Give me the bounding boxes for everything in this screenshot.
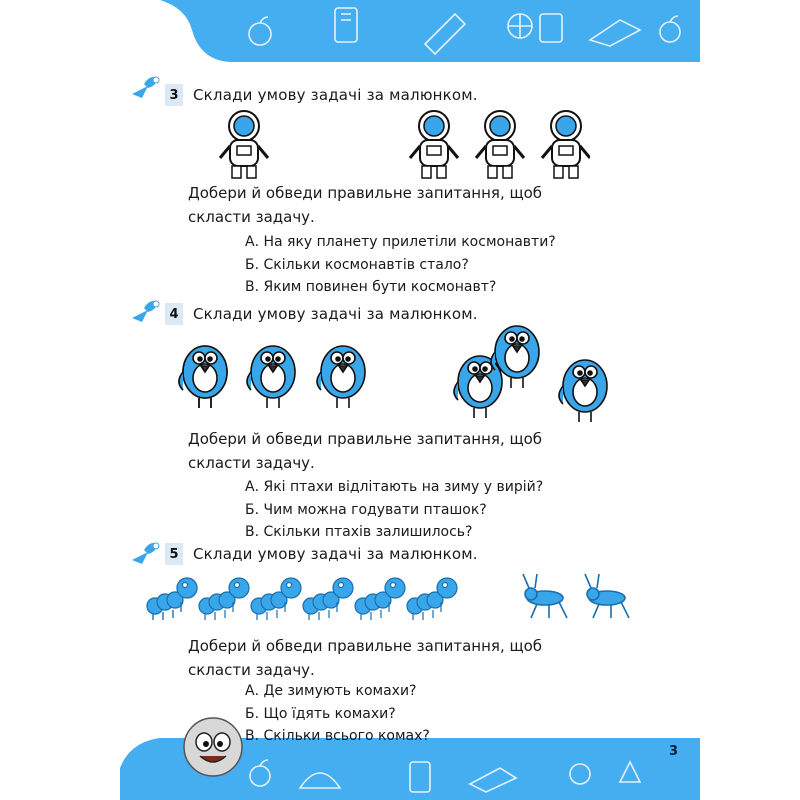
task-5-header bbox=[165, 543, 478, 565]
answer-options bbox=[245, 231, 556, 299]
option-c[interactable]: В. Яким повинен бути космонавт? bbox=[245, 279, 497, 295]
answer-options bbox=[245, 680, 430, 748]
task-number-badge: 5 bbox=[165, 543, 183, 565]
page-number: 3 bbox=[669, 744, 679, 759]
task-number-badge: 4 bbox=[165, 303, 183, 325]
option-b[interactable]: Б. Скільки космонавтів стало? bbox=[245, 256, 469, 273]
astronauts-illustration bbox=[210, 108, 590, 180]
task-marker-icon bbox=[130, 296, 166, 326]
birds-illustration bbox=[175, 322, 645, 422]
insects-illustration bbox=[145, 568, 665, 626]
task-title: Склади умову задачі за малюнком. bbox=[193, 305, 478, 323]
task-marker-icon bbox=[130, 72, 166, 102]
option-c[interactable]: В. Скільки всього комах? bbox=[245, 728, 430, 744]
task-3-header bbox=[165, 84, 478, 106]
answer-options bbox=[245, 476, 543, 544]
option-a[interactable]: А. На яку планету прилетіли космонавти? bbox=[245, 234, 556, 250]
top-decorative-band bbox=[120, 0, 700, 62]
option-b[interactable]: Б. Що їдять комахи? bbox=[245, 705, 396, 722]
option-b[interactable]: Б. Чим можна годувати пташок? bbox=[245, 501, 487, 518]
task-title: Склади умову задачі за малюнком. bbox=[193, 86, 478, 104]
option-a[interactable]: А. Де зимують комахи? bbox=[245, 683, 417, 699]
task-prompt: Добери й обведи правильне запитання, щоб скласти задачу. bbox=[188, 430, 543, 472]
task-title: Склади умову задачі за малюнком. bbox=[193, 545, 478, 563]
option-a[interactable]: А. Які птахи відлітають на зиму у вирій? bbox=[245, 479, 544, 495]
task-number-badge: 3 bbox=[165, 84, 183, 106]
smiley-face-icon bbox=[182, 716, 244, 778]
task-prompt: Добери й обведи правильне запитання, щоб скласти задачу. bbox=[188, 637, 543, 679]
task-marker-icon bbox=[130, 538, 166, 568]
option-c[interactable]: В. Скільки птахів залишилось? bbox=[245, 524, 473, 540]
task-prompt: Добери й обведи правильне запитання, щоб скласти задачу. bbox=[188, 184, 543, 226]
